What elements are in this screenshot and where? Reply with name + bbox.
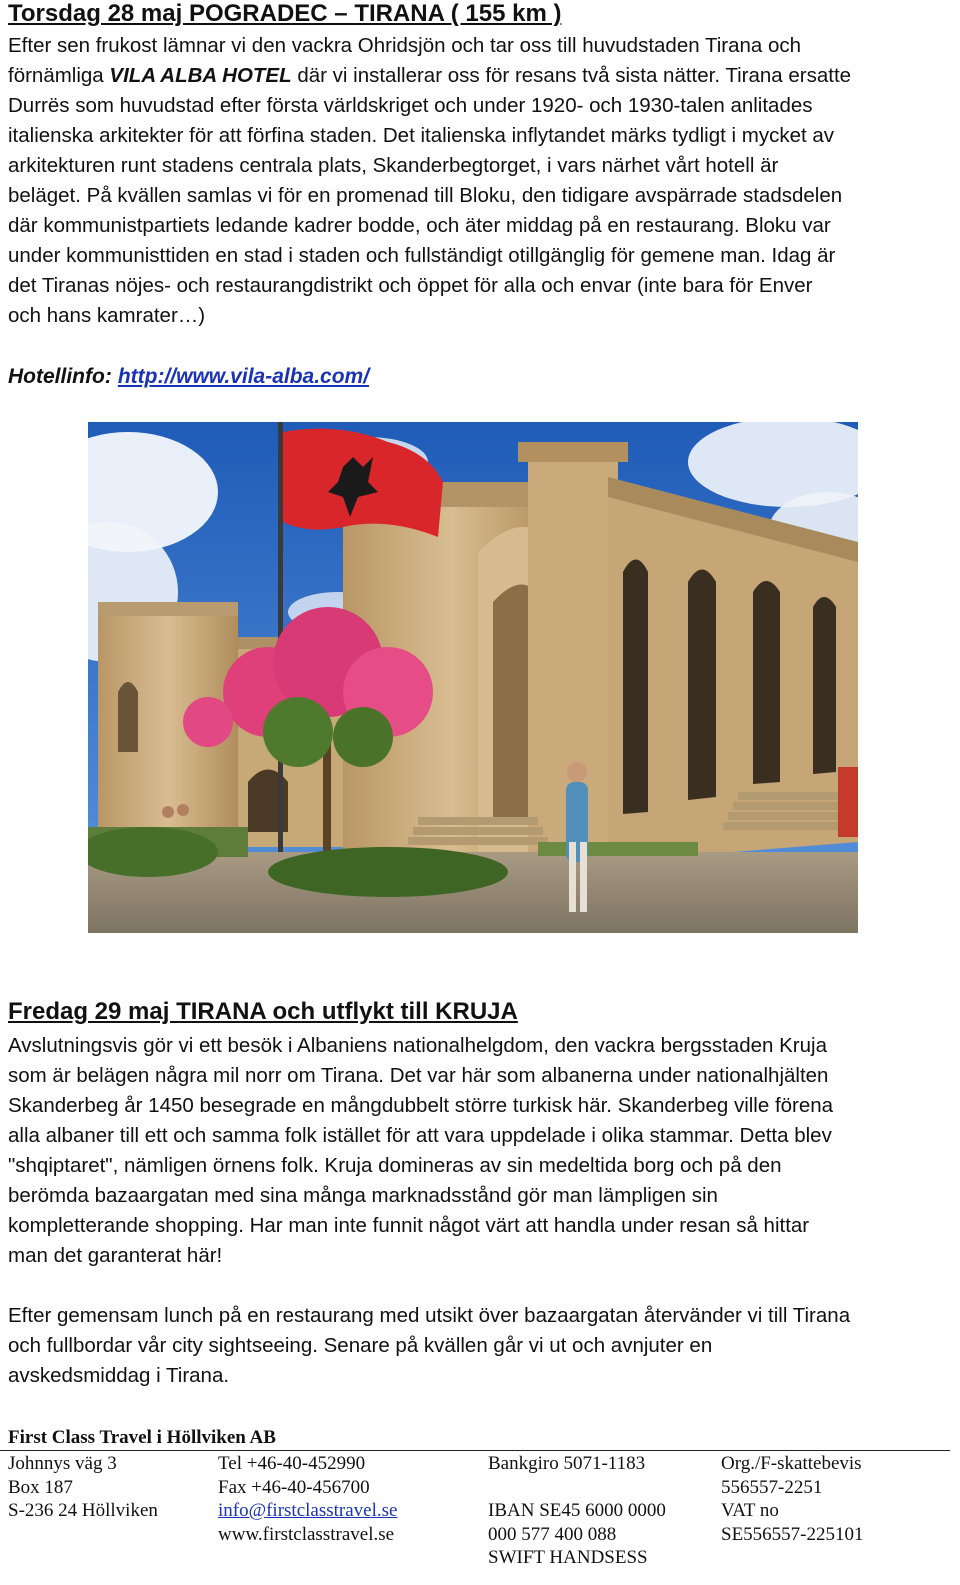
- text-span: där vi installerar oss för resans två sista nätter. Tirana ersatte: [291, 64, 852, 87]
- contact-column: [218, 1452, 397, 1546]
- day1-heading: Torsdag 28 maj POGRADEC – TIRANA ( 155 km ): [8, 0, 562, 27]
- email-link[interactable]: info@firstclasstravel.se: [218, 1500, 398, 1521]
- day2-paragraph-2: [8, 1301, 948, 1391]
- paragraph-line: det Tiranas nöjes- och restaurangdistrikt och öppet för alla och envar (inte bara för Enver: [8, 274, 813, 297]
- paragraph-line: Avslutningsvis gör vi ett besök i Albaniens nationalhelgdom, den vackra bergsstaden Kruja: [8, 1034, 827, 1057]
- text-span: förnämliga: [8, 64, 110, 87]
- day2-paragraph: [8, 1031, 948, 1271]
- company-name: First Class Travel i Höllviken AB: [8, 1427, 276, 1448]
- phone-number: Tel +46-40-452990: [218, 1453, 366, 1474]
- fax-number: Fax +46-40-456700: [218, 1476, 370, 1498]
- address-line: S-236 24 Höllviken: [8, 1500, 158, 1521]
- day2-heading: Fredag 29 maj TIRANA och utflykt till KRUJA: [8, 998, 518, 1025]
- org-label: Org./F-skattebevis: [721, 1453, 862, 1474]
- hotel-info-line: [8, 362, 369, 392]
- paragraph-line: [8, 61, 948, 91]
- paragraph-line: Durrës som huvudstad efter första världskriget och under 1920- och 1930-talen anlitades: [8, 94, 813, 117]
- paragraph-line: italienska arkitekter för att förfina staden. Det italienska inflytandet märks tydligt i mycket av: [8, 124, 835, 147]
- website-text: www.firstclasstravel.se: [218, 1523, 395, 1545]
- paragraph-line: som är belägen några mil norr om Tirana. Det var här som albanerna under nationalhjälten: [8, 1064, 829, 1087]
- paragraph-line: "shqiptaret", nämligen örnens folk. Kruja domineras av sin medeltida borg och på den: [8, 1154, 782, 1177]
- swift-code: SWIFT HANDSESS: [488, 1547, 648, 1568]
- vat-label: VAT no: [721, 1500, 779, 1521]
- address-line: Box 187: [8, 1476, 73, 1498]
- paragraph-line: Efter sen frukost lämnar vi den vackra Ohridsjön och tar oss till huvudstaden Tirana och: [8, 34, 802, 57]
- paragraph-line: Skanderbeg år 1450 besegrade en mångdubbelt större turkisk här. Skanderbeg ville förena: [8, 1094, 834, 1117]
- address-column: [8, 1452, 158, 1523]
- bank-column: [488, 1452, 666, 1570]
- hotel-name: VILA ALBA HOTEL: [109, 64, 292, 87]
- paragraph-line: Efter gemensam lunch på en restaurang med utsikt över bazaargatan återvänder vi till Tirana: [8, 1304, 851, 1327]
- photo-illustration: [88, 422, 858, 933]
- org-number: 556557-2251: [721, 1476, 823, 1498]
- paragraph-line: alla albaner till ett och samma folk istället för att vara uppdelade i olika stammar. Detta blev: [8, 1124, 832, 1147]
- iban-line: 000 577 400 088: [488, 1523, 617, 1545]
- footer-divider: [0, 1450, 950, 1451]
- company-footer: [0, 1426, 960, 1585]
- registration-column: [721, 1452, 864, 1546]
- paragraph-line: under kommunisttiden en stad i staden och fullständigt otillgänglig för gemene man. Idag är: [8, 244, 836, 267]
- paragraph-line: arkitekturen runt stadens centrala plats, Skanderbegtorget, i vars närhet vårt hotell är: [8, 154, 779, 177]
- paragraph-line: och hans kamrater…): [8, 304, 206, 327]
- paragraph-line: och fullbordar vår city sightseeing. Senare på kvällen går vi ut och avnjuter en: [8, 1334, 713, 1357]
- iban-line: IBAN SE45 6000 0000: [488, 1500, 666, 1521]
- bankgiro: Bankgiro 5071-1183: [488, 1453, 646, 1474]
- hotel-info-label: Hotellinfo:: [8, 365, 112, 388]
- paragraph-line: berömda bazaargatan med sina många marknadsstånd gör man lämpligen sin: [8, 1184, 718, 1207]
- paragraph-line: kompletterande shopping. Har man inte funnit något värt att handla under resan så hittar: [8, 1214, 810, 1237]
- vat-number: SE556557-225101: [721, 1523, 864, 1545]
- day1-paragraph: [8, 31, 948, 331]
- paragraph-line: beläget. På kvällen samlas vi för en promenad till Bloku, den tidigare avspärrade stadsdelen: [8, 184, 843, 207]
- bank-spacer: [488, 1476, 666, 1500]
- paragraph-line: man det garanterat här!: [8, 1244, 223, 1267]
- address-line: Johnnys väg 3: [8, 1453, 117, 1474]
- paragraph-line: avskedsmiddag i Tirana.: [8, 1364, 230, 1387]
- kruja-castle-photo: [88, 422, 858, 933]
- hotel-website-link[interactable]: http://www.vila-alba.com/: [117, 365, 370, 388]
- paragraph-line: där kommunistpartiets ledande kadrer bodde, och äter middag på en restaurang. Bloku var: [8, 214, 831, 237]
